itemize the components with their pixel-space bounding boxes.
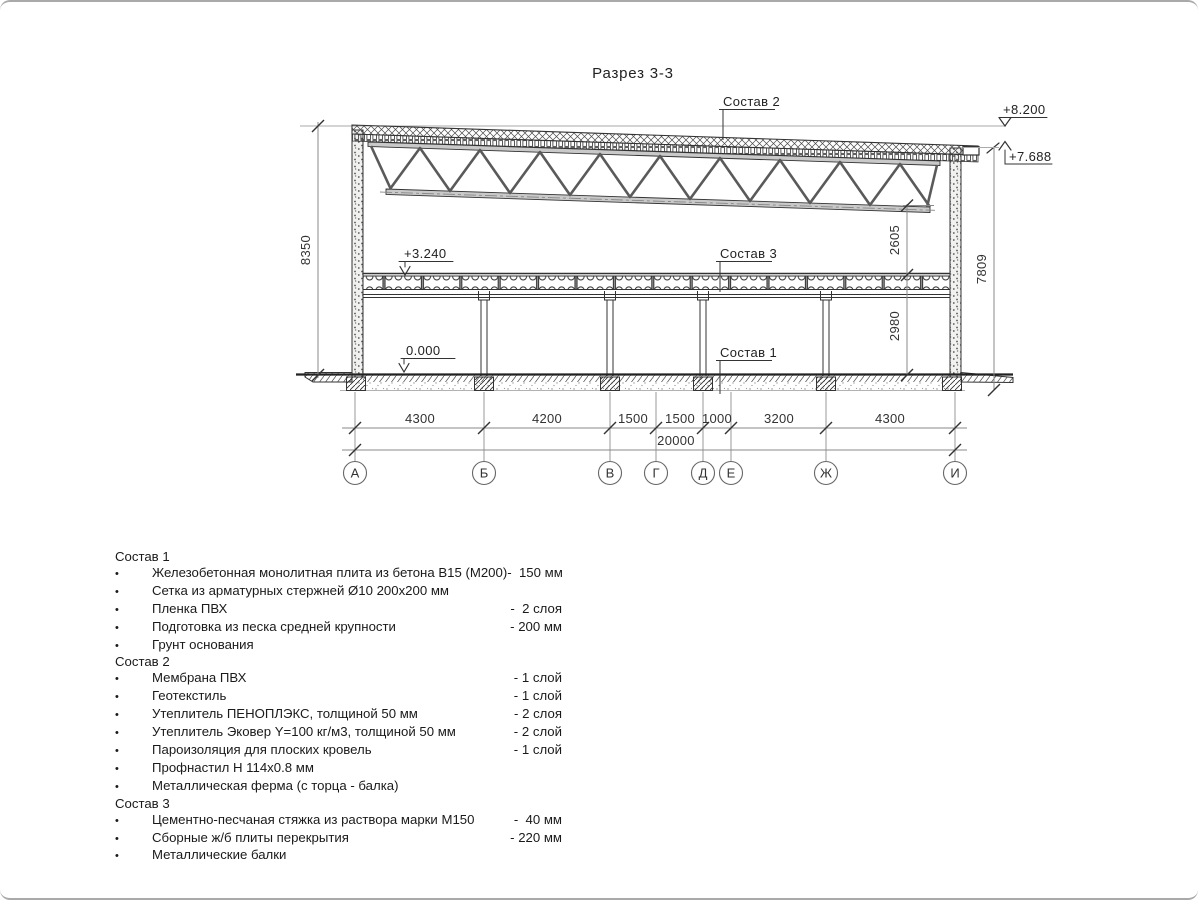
- legend-item-text: Цементно-песчаная стяжка из раствора марки М150: [152, 811, 475, 827]
- legend-item-text: Утеплитель Эковер Y=100 кг/м3, толщиной 50 мм: [152, 724, 456, 740]
- legend-item-text: Утеплитель ПЕНОПЛЭКС, толщиной 50 мм: [152, 706, 418, 722]
- legend-item-text: Сетка из арматурных стержней Ø10 200х200 мм: [152, 582, 449, 598]
- drawing-title: Разрез 3-3: [592, 65, 674, 82]
- legend-item: [115, 583, 562, 601]
- legend-item-text: Мембрана ПВХ: [152, 670, 247, 686]
- legend-item: [115, 778, 562, 796]
- elevation-ground-label: 0.000: [406, 343, 441, 358]
- elevation-roof-top-label: +8.200: [1003, 102, 1046, 117]
- legend-item-qty: - 220 мм: [510, 829, 562, 845]
- axis-label: Б: [479, 465, 489, 481]
- bullet-icon: •: [115, 727, 119, 740]
- dim-seg-6: 3200: [763, 411, 795, 426]
- dim-total: 20000: [657, 433, 695, 448]
- legend-item: [115, 601, 562, 619]
- axis-label: Е: [726, 465, 736, 481]
- legend-item: [115, 724, 562, 742]
- callout-sostav-3-label: Состав 3: [720, 246, 778, 261]
- axis-label: Д: [698, 465, 708, 481]
- bullet-icon: •: [115, 709, 119, 722]
- legend-item: [115, 670, 562, 688]
- legend-item-qty: - 1 слой: [513, 670, 562, 686]
- legend-item: [115, 760, 562, 778]
- axis-label: А: [350, 465, 360, 481]
- legend-item-qty: - 150 мм: [507, 564, 563, 580]
- legend-item: [115, 688, 562, 706]
- dim-left-total: 8350: [298, 234, 313, 266]
- legend-item: [115, 847, 562, 865]
- legend-item-qty: - 2 слой: [513, 724, 562, 740]
- bullet-icon: •: [115, 744, 119, 757]
- legend-item: [115, 565, 562, 583]
- legend-section-header: Состав 1: [115, 549, 170, 564]
- axis-label: И: [950, 465, 960, 481]
- legend-item-text: Подготовка из песка средней крупности: [152, 618, 396, 634]
- bullet-icon: •: [115, 762, 119, 775]
- dim-seg-3: 1500: [617, 411, 649, 426]
- bullet-icon: •: [115, 691, 119, 704]
- legend-item-text: Профнастил Н 114х0.8 мм: [152, 759, 314, 775]
- legend-item-text: Геотекстиль: [152, 688, 227, 704]
- axis-label: Г: [652, 465, 660, 481]
- elevation-roof-eave-label: +7.688: [1009, 149, 1052, 164]
- legend-item-text: Металлическая ферма (с торца - балка): [152, 777, 399, 793]
- legend-item: [115, 830, 562, 848]
- legend-item: [115, 619, 562, 637]
- legend-item: [115, 742, 562, 760]
- dim-seg-4: 1500: [664, 411, 696, 426]
- legend-item: [115, 812, 562, 830]
- bullet-icon: •: [115, 603, 119, 616]
- dim-lower-zone: 2980: [887, 310, 902, 342]
- legend-item: [115, 706, 562, 724]
- bullet-icon: •: [115, 850, 119, 863]
- dim-seg-7: 4300: [874, 411, 906, 426]
- legend-item: [115, 637, 562, 655]
- elevation-floor-label: +3.240: [404, 246, 447, 261]
- bullet-icon: •: [115, 567, 119, 580]
- legend-section-header: Состав 3: [115, 795, 170, 811]
- legend-section-header: Состав 2: [115, 654, 170, 670]
- bullet-icon: •: [115, 621, 119, 634]
- dim-truss-zone: 2605: [887, 224, 902, 256]
- legend-item-qty: - 1 слой: [513, 741, 562, 757]
- bullet-icon: •: [115, 639, 119, 652]
- legend-item-text: Сборные ж/б плиты перекрытия: [152, 829, 349, 845]
- dim-right-total: 7809: [974, 253, 989, 285]
- dim-seg-5: 1000: [701, 411, 733, 426]
- axis-label: В: [605, 465, 615, 481]
- callout-sostav-2-label: Состав 2: [723, 94, 781, 109]
- dim-seg-1: 4300: [404, 411, 436, 426]
- bullet-icon: •: [115, 780, 119, 793]
- legend-item-qty: - 200 мм: [510, 618, 562, 634]
- legend-item-text: Пленка ПВХ: [152, 600, 228, 616]
- legend-item-text: Железобетонная монолитная плита из бетона В15 (М200): [152, 564, 508, 580]
- callout-sostav-1-label: Состав 1: [720, 345, 778, 360]
- legend-item-qty: - 40 мм: [513, 811, 562, 827]
- legend-item-text: Металлические балки: [152, 847, 287, 863]
- axis-label: Ж: [819, 465, 833, 481]
- legend-item-text: Грунт основания: [152, 636, 254, 652]
- legend-item-text: Пароизоляция для плоских кровель: [152, 741, 372, 757]
- bullet-icon: •: [115, 832, 119, 845]
- composition-list: [115, 549, 562, 865]
- legend-item-qty: - 2 слоя: [514, 706, 562, 722]
- bullet-icon: •: [115, 585, 119, 598]
- bullet-icon: •: [115, 673, 119, 686]
- bullet-icon: •: [115, 814, 119, 827]
- dim-seg-2: 4200: [531, 411, 563, 426]
- legend-item-qty: - 2 слоя: [510, 600, 562, 616]
- legend-item-qty: - 1 слой: [513, 688, 562, 704]
